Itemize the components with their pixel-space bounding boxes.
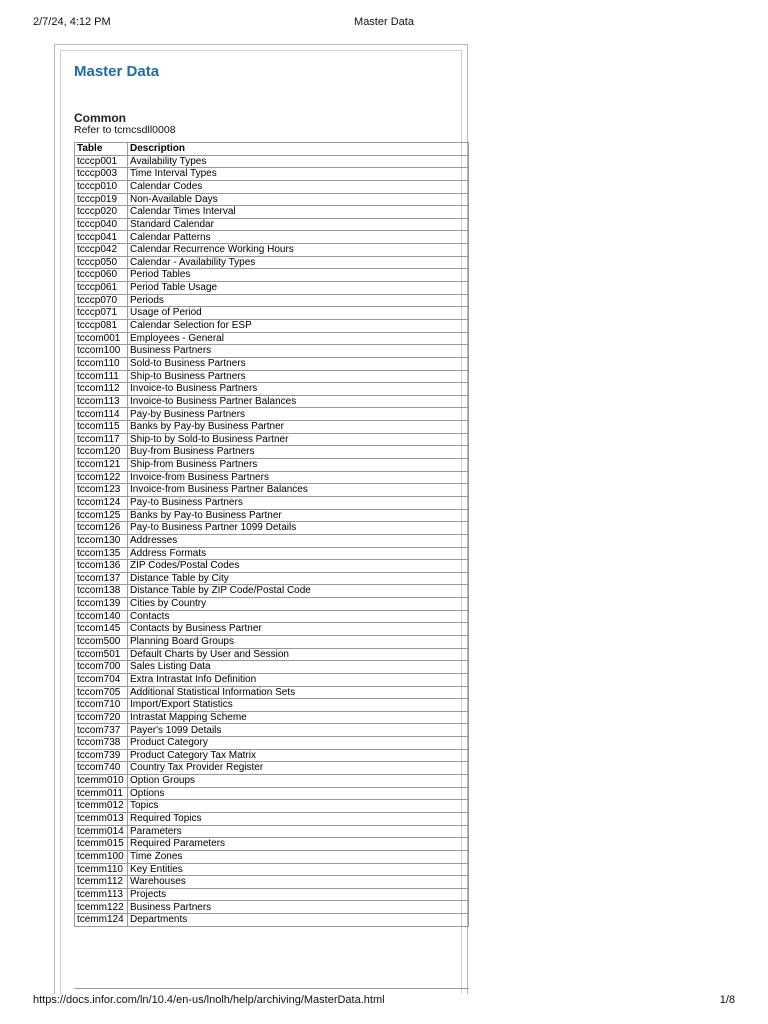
table-row (75, 838, 469, 851)
table-description-cell: Pay-by Business Partners (128, 408, 469, 421)
table-description-cell: Standard Calendar (128, 218, 469, 231)
table-code-cell: tcemm011 (75, 787, 128, 800)
table-description-cell: Employees - General (128, 332, 469, 345)
table-description-cell: Options (128, 787, 469, 800)
table-row (75, 471, 469, 484)
table-code-cell: tcemm112 (75, 876, 128, 889)
table-code-cell: tccom139 (75, 598, 128, 611)
table-row (75, 421, 469, 434)
table-description-cell: Required Topics (128, 812, 469, 825)
table-row (75, 231, 469, 244)
table-description-cell: Period Table Usage (128, 282, 469, 295)
table-row (75, 876, 469, 889)
table-row (75, 180, 469, 193)
table-code-cell: tccom110 (75, 357, 128, 370)
table-row (75, 686, 469, 699)
table-row (75, 256, 469, 269)
table-description-cell: Sales Listing Data (128, 661, 469, 674)
table-code-cell: tccom125 (75, 509, 128, 522)
table-description-cell: Business Partners (128, 345, 469, 358)
table-row (75, 901, 469, 914)
table-description-cell: Distance Table by ZIP Code/Postal Code (128, 585, 469, 598)
table-header-row (75, 143, 469, 156)
document-panel (60, 50, 462, 994)
table-row (75, 345, 469, 358)
table-description-cell: Banks by Pay-to Business Partner (128, 509, 469, 522)
table-description-cell: Period Tables (128, 269, 469, 282)
table-row (75, 598, 469, 611)
table-row (75, 294, 469, 307)
table-description-cell: Address Formats (128, 547, 469, 560)
table-row (75, 408, 469, 421)
table-row (75, 812, 469, 825)
table-description-cell: Ship-to Business Partners (128, 370, 469, 383)
table-code-cell: tcccp060 (75, 269, 128, 282)
table-description-cell: Ship-to by Sold-to Business Partner (128, 433, 469, 446)
table-code-cell: tccom120 (75, 446, 128, 459)
table-description-cell: Calendar Times Interval (128, 206, 469, 219)
table-description-cell: Payer's 1099 Details (128, 724, 469, 737)
table-code-cell: tcccp019 (75, 193, 128, 206)
print-header (33, 16, 735, 32)
table-description-cell: Non-Available Days (128, 193, 469, 206)
table-description-cell: Pay-to Business Partner 1099 Details (128, 522, 469, 535)
table-description-cell: Warehouses (128, 876, 469, 889)
table-code-cell: tccom135 (75, 547, 128, 560)
table-description-cell: Buy-from Business Partners (128, 446, 469, 459)
print-footer (33, 994, 735, 1010)
table-row (75, 433, 469, 446)
table-description-cell: Intrastat Mapping Scheme (128, 711, 469, 724)
table-description-cell: Time Interval Types (128, 168, 469, 181)
table-code-cell: tcccp003 (75, 168, 128, 181)
table-code-cell: tcccp041 (75, 231, 128, 244)
table-row (75, 863, 469, 876)
table-description-cell: Invoice-from Business Partners (128, 471, 469, 484)
table-code-cell: tcccp010 (75, 180, 128, 193)
table-description-cell: Pay-to Business Partners (128, 496, 469, 509)
table-description-cell: Sold-to Business Partners (128, 357, 469, 370)
table-code-cell: tccom112 (75, 383, 128, 396)
table-description-cell: Contacts by Business Partner (128, 623, 469, 636)
print-title: Master Data (354, 16, 414, 28)
table-code-cell: tcemm100 (75, 850, 128, 863)
table-description-cell: Import/Export Statistics (128, 699, 469, 712)
table-description-cell: Parameters (128, 825, 469, 838)
table-code-cell: tcccp042 (75, 244, 128, 257)
table-description-cell: Calendar Codes (128, 180, 469, 193)
table-code-cell: tccom705 (75, 686, 128, 699)
table-code-cell: tccom100 (75, 345, 128, 358)
table-description-cell: Required Parameters (128, 838, 469, 851)
table-code-cell: tccom710 (75, 699, 128, 712)
table-row (75, 787, 469, 800)
table-code-cell: tcemm010 (75, 775, 128, 788)
table-code-cell: tcemm122 (75, 901, 128, 914)
table-row (75, 825, 469, 838)
table-description-cell: Country Tax Provider Register (128, 762, 469, 775)
table-code-cell: tccom111 (75, 370, 128, 383)
table-description-cell: Addresses (128, 534, 469, 547)
table-code-cell: tccom739 (75, 749, 128, 762)
table-description-cell: Key Entities (128, 863, 469, 876)
table-description-cell: Additional Statistical Information Sets (128, 686, 469, 699)
table-row (75, 459, 469, 472)
document-frame (54, 44, 468, 994)
table-description-cell: Calendar Recurrence Working Hours (128, 244, 469, 257)
table-description-cell: Product Category Tax Matrix (128, 749, 469, 762)
table-code-cell: tccom740 (75, 762, 128, 775)
table-row (75, 244, 469, 257)
table-row (75, 269, 469, 282)
table-description-cell: Periods (128, 294, 469, 307)
table-row (75, 395, 469, 408)
table-row (75, 635, 469, 648)
table-code-cell: tccom137 (75, 572, 128, 585)
table-row (75, 357, 469, 370)
table-row (75, 572, 469, 585)
table-code-cell: tcccp071 (75, 307, 128, 320)
table-row (75, 307, 469, 320)
table-row (75, 775, 469, 788)
table-code-cell: tcemm015 (75, 838, 128, 851)
table-code-cell: tcemm113 (75, 888, 128, 901)
print-page-number: 1/8 (719, 994, 735, 1006)
table-code-cell: tcemm014 (75, 825, 128, 838)
table-code-cell: tccom136 (75, 560, 128, 573)
table-code-cell: tccom122 (75, 471, 128, 484)
table-code-cell: tccom140 (75, 610, 128, 623)
table-code-cell: tccom115 (75, 421, 128, 434)
table-description-cell: Usage of Period (128, 307, 469, 320)
table-description-cell: Cities by Country (128, 598, 469, 611)
table-row (75, 370, 469, 383)
table-code-cell: tcccp061 (75, 282, 128, 295)
table-description-cell: Distance Table by City (128, 572, 469, 585)
table-description-cell: Time Zones (128, 850, 469, 863)
table-row (75, 762, 469, 775)
page-title: Master Data (74, 63, 160, 80)
table-code-cell: tccom130 (75, 534, 128, 547)
table-row (75, 193, 469, 206)
column-header-description: Description (128, 143, 469, 156)
table-description-cell: Availability Types (128, 155, 469, 168)
table-code-cell: tccom700 (75, 661, 128, 674)
column-header-table: Table (75, 143, 128, 156)
table-code-cell: tccom737 (75, 724, 128, 737)
table-code-cell: tcccp081 (75, 319, 128, 332)
print-url: https://docs.infor.com/ln/10.4/en-us/lnolh/help/archiving/MasterData.html (33, 994, 385, 1006)
table-row (75, 699, 469, 712)
table-row (75, 383, 469, 396)
table-row (75, 623, 469, 636)
table-row (75, 888, 469, 901)
table-description-cell: Invoice-to Business Partner Balances (128, 395, 469, 408)
table-row (75, 547, 469, 560)
table-body (75, 155, 469, 926)
table-description-cell: Business Partners (128, 901, 469, 914)
table-row (75, 446, 469, 459)
section-title: Common (74, 111, 126, 125)
table-code-cell: tccom138 (75, 585, 128, 598)
table-code-cell: tcemm124 (75, 914, 128, 927)
table-code-cell: tccom117 (75, 433, 128, 446)
table-code-cell: tccom500 (75, 635, 128, 648)
table-row (75, 496, 469, 509)
table-row (75, 534, 469, 547)
table-code-cell: tccom126 (75, 522, 128, 535)
table-code-cell: tcemm013 (75, 812, 128, 825)
table-description-cell: Calendar Selection for ESP (128, 319, 469, 332)
table-description-cell: Product Category (128, 737, 469, 750)
table-row (75, 800, 469, 813)
table-description-cell: ZIP Codes/Postal Codes (128, 560, 469, 573)
master-data-table (74, 142, 469, 927)
table-code-cell: tcemm012 (75, 800, 128, 813)
table-code-cell: tcemm110 (75, 863, 128, 876)
table-row (75, 914, 469, 927)
table-description-cell: Calendar Patterns (128, 231, 469, 244)
table-code-cell: tccom738 (75, 737, 128, 750)
table-row (75, 218, 469, 231)
table-row (75, 206, 469, 219)
table-description-cell: Ship-from Business Partners (128, 459, 469, 472)
table-code-cell: tccom121 (75, 459, 128, 472)
table-code-cell: tccom704 (75, 673, 128, 686)
table-row (75, 711, 469, 724)
table-row (75, 661, 469, 674)
table-description-cell: Default Charts by User and Session (128, 648, 469, 661)
table-row (75, 522, 469, 535)
table-row (75, 749, 469, 762)
table-code-cell: tccom113 (75, 395, 128, 408)
table-code-cell: tcccp020 (75, 206, 128, 219)
table-code-cell: tccom114 (75, 408, 128, 421)
table-row (75, 673, 469, 686)
table-code-cell: tccom124 (75, 496, 128, 509)
table-row (75, 168, 469, 181)
table-row (75, 319, 469, 332)
table-row (75, 509, 469, 522)
table-description-cell: Invoice-from Business Partner Balances (128, 484, 469, 497)
table-row (75, 737, 469, 750)
table-description-cell: Option Groups (128, 775, 469, 788)
table-description-cell: Topics (128, 800, 469, 813)
table-description-cell: Contacts (128, 610, 469, 623)
table-description-cell: Planning Board Groups (128, 635, 469, 648)
table-row (75, 610, 469, 623)
table-description-cell: Departments (128, 914, 469, 927)
table-description-cell: Banks by Pay-by Business Partner (128, 421, 469, 434)
table-row (75, 585, 469, 598)
table-code-cell: tcccp070 (75, 294, 128, 307)
table-code-cell: tcccp001 (75, 155, 128, 168)
table-description-cell: Invoice-to Business Partners (128, 383, 469, 396)
table-row (75, 648, 469, 661)
table-row (75, 155, 469, 168)
table-code-cell: tccom123 (75, 484, 128, 497)
table-row (75, 724, 469, 737)
table-code-cell: tcccp040 (75, 218, 128, 231)
table-description-cell: Projects (128, 888, 469, 901)
table-code-cell: tccom501 (75, 648, 128, 661)
table-row (75, 282, 469, 295)
table-code-cell: tcccp050 (75, 256, 128, 269)
table-code-cell: tccom145 (75, 623, 128, 636)
print-datetime: 2/7/24, 4:12 PM (33, 16, 111, 28)
table-row (75, 850, 469, 863)
table-code-cell: tccom720 (75, 711, 128, 724)
table-row (75, 484, 469, 497)
section-reference: Refer to tcmcsdll0008 (74, 124, 176, 136)
table-row (75, 332, 469, 345)
table-code-cell: tccom001 (75, 332, 128, 345)
table-row (75, 560, 469, 573)
table-description-cell: Extra Intrastat Info Definition (128, 673, 469, 686)
table-description-cell: Calendar - Availability Types (128, 256, 469, 269)
